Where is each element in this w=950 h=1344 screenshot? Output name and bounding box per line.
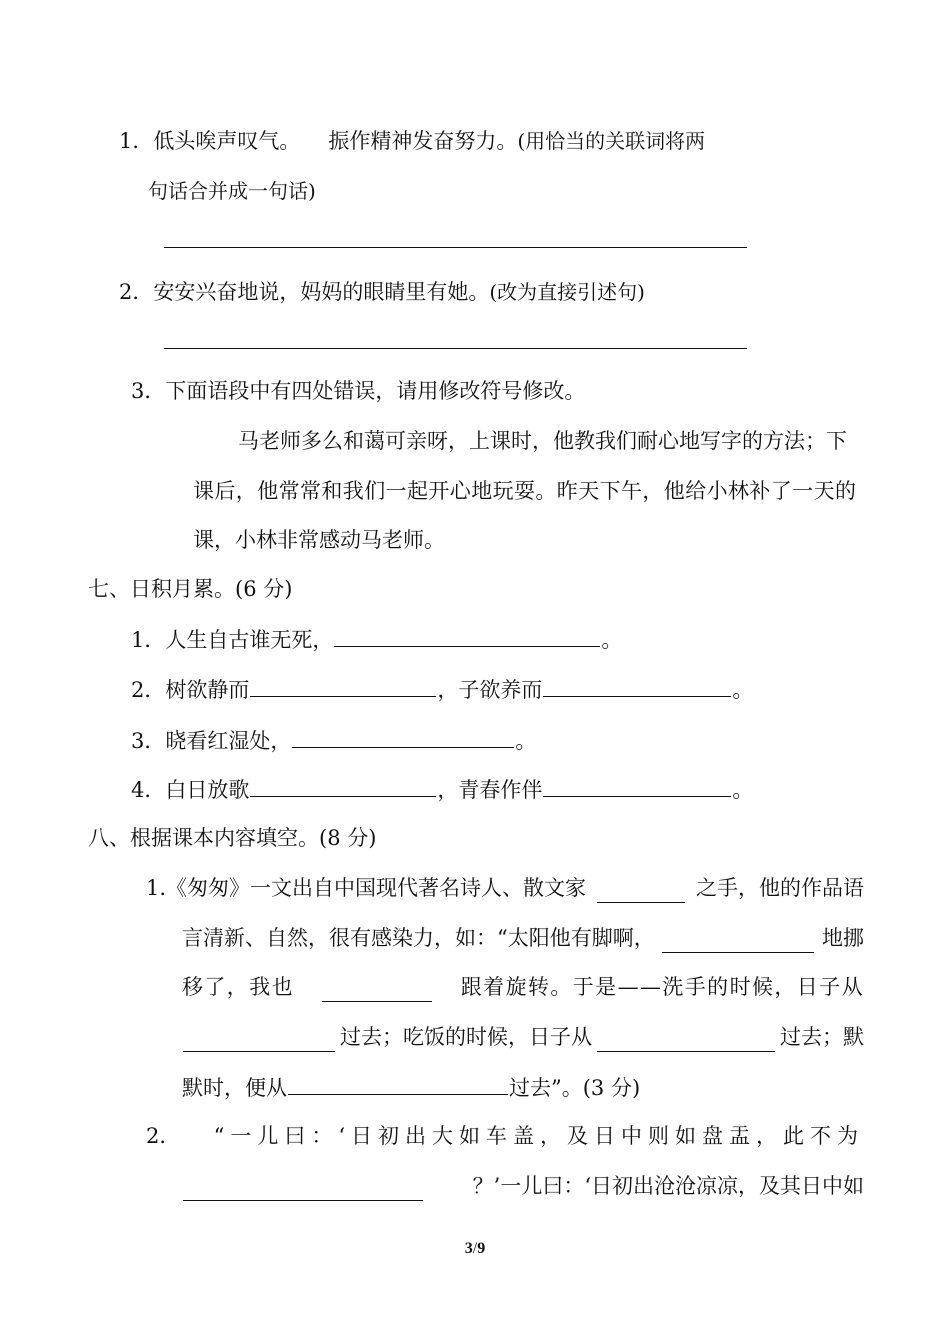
passage-line: 马老师多么和蔼可亲呀，上课时，他教我们耐心地写字的方法；下 (238, 429, 847, 453)
question-number: 1． (119, 129, 154, 153)
fill-blank[interactable] (334, 624, 600, 647)
fill-blank[interactable] (292, 725, 514, 748)
page-separator: / (472, 1240, 478, 1257)
sentence: 安安兴奋地说，妈妈的眼睛里有她。 (153, 280, 490, 304)
fill-blank[interactable] (662, 930, 814, 953)
passage-line: 课后，他常常和我们一起开心地玩耍。昨天下午，他给小林补了一天的 (193, 479, 857, 503)
total-pages: 9 (477, 1240, 486, 1257)
item-number: 3． (131, 729, 166, 753)
fill-blank[interactable] (250, 774, 436, 797)
fill-item: 4．白日放歌 ，青春作伴 。 (131, 774, 753, 804)
fill-blank[interactable] (288, 1072, 508, 1095)
sentence-1: 低头唉声叹气。 (153, 129, 301, 153)
fill-item: 1．人生自古谁无死， 。 (131, 624, 622, 654)
passage-line: 课，小林非常感动马老师。 (193, 528, 445, 552)
sentence-2: 振作精神发奋努力。 (328, 129, 518, 153)
item-number: 2． (131, 678, 166, 702)
instruction: (改为直接引述句) (489, 280, 645, 304)
answer-line[interactable] (164, 348, 747, 349)
fill-blank[interactable] (597, 1029, 775, 1052)
instruction-continued: 句话合并成一句话) (148, 179, 316, 203)
fill-blank[interactable] (543, 674, 731, 697)
section-heading: 七、日积月累。(6 分) (88, 577, 293, 601)
fill-blank[interactable] (543, 774, 731, 797)
fill-blank[interactable] (250, 674, 436, 697)
question-number: 2． (146, 1124, 181, 1148)
fill-item: 3．晓看红湿处， 。 (131, 725, 536, 755)
question-number: 2． (119, 280, 154, 304)
fill-item: 2．树欲静而 ，子欲养而 。 (131, 674, 753, 704)
fill-blank[interactable] (183, 1029, 335, 1052)
current-page: 3 (464, 1240, 473, 1257)
section-heading: 八、根据课本内容填空。(8 分) (88, 826, 377, 850)
question-number: 1. (146, 876, 167, 900)
item-number: 4． (131, 778, 166, 802)
fill-blank[interactable] (322, 979, 432, 1002)
answer-line[interactable] (164, 247, 747, 248)
question-text: 下面语段中有四处错误，请用修改符号修改。 (165, 379, 586, 403)
instruction: (用恰当的关联词将两 (517, 129, 706, 153)
fill-blank[interactable] (597, 880, 685, 903)
item-number: 1． (131, 628, 166, 652)
page-number (0, 1240, 950, 1258)
question-number: 3． (131, 379, 166, 403)
fill-blank[interactable] (183, 1178, 423, 1201)
